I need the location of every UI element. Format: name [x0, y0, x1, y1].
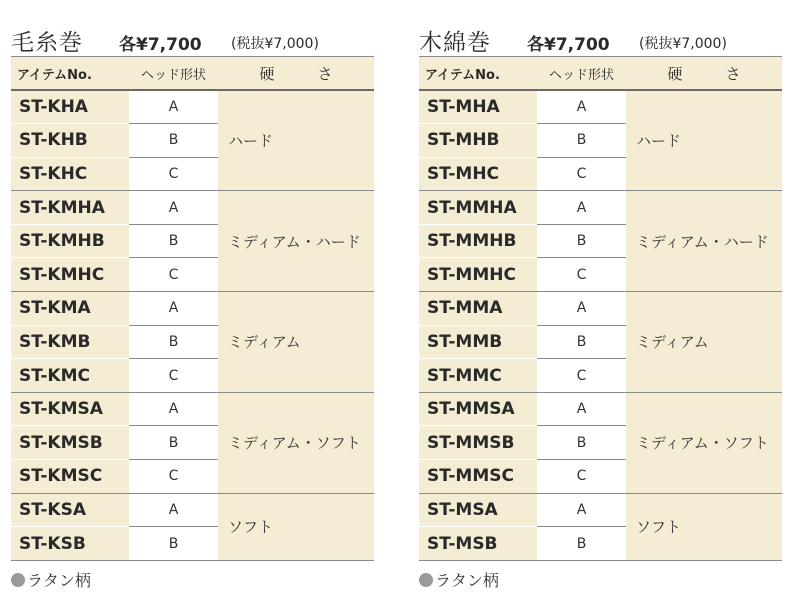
table-row	[419, 292, 782, 326]
panel-title: 毛糸巻	[11, 30, 83, 56]
header-hardness: 硬 さ	[626, 57, 782, 91]
item-number: ST-MMC	[419, 359, 537, 393]
item-number: ST-KMSC	[11, 460, 129, 494]
table-body	[419, 90, 782, 560]
hardness: ミディアム・ハード	[218, 191, 374, 292]
item-number: ST-MHA	[419, 90, 537, 124]
head-shape: B	[537, 224, 626, 258]
item-number: ST-MMSB	[419, 426, 537, 460]
product-panel-cotton	[419, 22, 782, 561]
head-shape: A	[537, 292, 626, 326]
table-row	[11, 493, 374, 527]
item-number: ST-MMSC	[419, 460, 537, 494]
head-shape: A	[129, 392, 218, 426]
head-shape: B	[129, 325, 218, 359]
item-number: ST-KMHB	[11, 224, 129, 258]
hardness: ミディアム・ソフト	[218, 392, 374, 493]
item-number: ST-MHB	[419, 124, 537, 158]
item-number: ST-MSA	[419, 493, 537, 527]
table-row	[11, 292, 374, 326]
head-shape: A	[537, 392, 626, 426]
item-number: ST-MMSA	[419, 392, 537, 426]
item-number: ST-MHC	[419, 157, 537, 191]
panel-title: 木綿巻	[419, 30, 491, 56]
item-number: ST-KMSA	[11, 392, 129, 426]
head-shape: C	[537, 460, 626, 494]
head-shape: C	[537, 157, 626, 191]
header-row	[11, 57, 374, 91]
footnote-text: ラタン柄	[435, 571, 499, 590]
head-shape: C	[537, 258, 626, 292]
item-number: ST-KMC	[11, 359, 129, 393]
hardness: ハード	[626, 90, 782, 191]
gray-circle-icon	[419, 573, 433, 587]
item-number: ST-MMHA	[419, 191, 537, 225]
hardness: ソフト	[218, 493, 374, 560]
head-shape: B	[537, 124, 626, 158]
price: 各¥7,700	[527, 35, 610, 55]
head-shape: B	[129, 124, 218, 158]
item-number: ST-MMA	[419, 292, 537, 326]
product-table	[11, 56, 374, 561]
footnote-text: ラタン柄	[27, 571, 91, 590]
item-number: ST-KSB	[11, 527, 129, 561]
table-row	[419, 191, 782, 225]
head-shape: B	[537, 527, 626, 561]
gray-circle-icon	[11, 573, 25, 587]
item-number: ST-KSA	[11, 493, 129, 527]
head-shape: B	[129, 426, 218, 460]
head-shape: C	[537, 359, 626, 393]
hardness: ミディアム・ソフト	[626, 392, 782, 493]
head-shape: C	[129, 258, 218, 292]
item-number: ST-KMA	[11, 292, 129, 326]
head-shape: A	[129, 191, 218, 225]
footnote	[11, 568, 91, 591]
table-row	[11, 392, 374, 426]
item-number: ST-MMHC	[419, 258, 537, 292]
item-number: ST-KHC	[11, 157, 129, 191]
footnote	[419, 568, 499, 591]
header-shape: ヘッド形状	[537, 57, 626, 91]
panel-header	[11, 22, 374, 56]
item-number: ST-MMB	[419, 325, 537, 359]
header-row	[419, 57, 782, 91]
head-shape: B	[129, 224, 218, 258]
product-table	[419, 56, 782, 561]
table-row	[11, 191, 374, 225]
head-shape: A	[537, 191, 626, 225]
hardness: ミディアム	[218, 292, 374, 393]
head-shape: A	[129, 90, 218, 124]
head-shape: A	[537, 493, 626, 527]
table-row	[419, 90, 782, 124]
header-shape: ヘッド形状	[129, 57, 218, 91]
head-shape: C	[129, 359, 218, 393]
head-shape: B	[537, 426, 626, 460]
head-shape: A	[129, 493, 218, 527]
hardness: ハード	[218, 90, 374, 191]
item-number: ST-MMHB	[419, 224, 537, 258]
hardness: ミディアム	[626, 292, 782, 393]
header-item: アイテムNo.	[419, 57, 537, 91]
table-body	[11, 90, 374, 560]
item-number: ST-MSB	[419, 527, 537, 561]
table-row	[11, 90, 374, 124]
price-tax-excluded: (税抜¥7,000)	[639, 36, 727, 52]
item-number: ST-KMHA	[11, 191, 129, 225]
price-tax-excluded: (税抜¥7,000)	[231, 36, 319, 52]
hardness: ミディアム・ハード	[626, 191, 782, 292]
header-hardness: 硬 さ	[218, 57, 374, 91]
header-item: アイテムNo.	[11, 57, 129, 91]
panel-header	[419, 22, 782, 56]
item-number: ST-KMSB	[11, 426, 129, 460]
hardness: ソフト	[626, 493, 782, 560]
head-shape: C	[129, 157, 218, 191]
head-shape: A	[129, 292, 218, 326]
product-panel-wool	[11, 22, 374, 561]
head-shape: A	[537, 90, 626, 124]
item-number: ST-KMHC	[11, 258, 129, 292]
item-number: ST-KHA	[11, 90, 129, 124]
head-shape: B	[537, 325, 626, 359]
head-shape: C	[129, 460, 218, 494]
item-number: ST-KMB	[11, 325, 129, 359]
table-row	[419, 392, 782, 426]
item-number: ST-KHB	[11, 124, 129, 158]
table-row	[419, 493, 782, 527]
head-shape: B	[129, 527, 218, 561]
price: 各¥7,700	[119, 35, 202, 55]
